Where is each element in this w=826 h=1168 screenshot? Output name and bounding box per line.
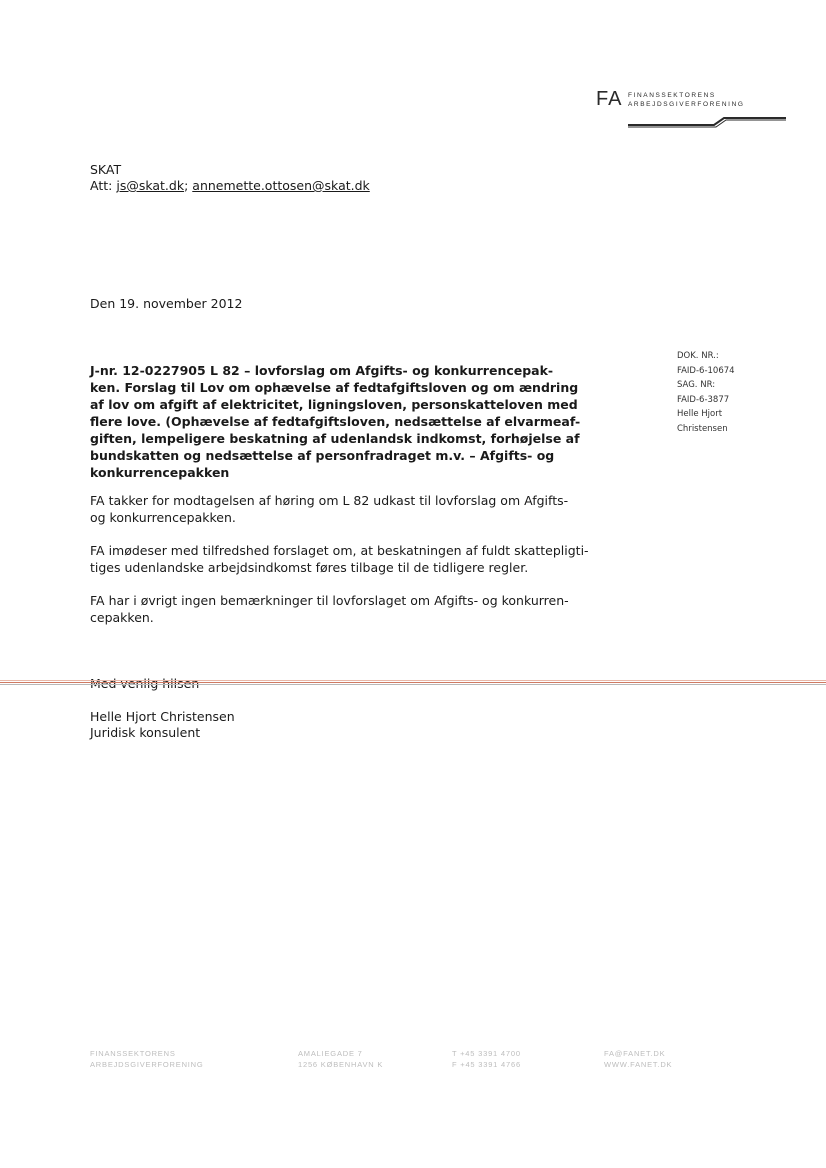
- doc-number-value: FAID-6-10674: [677, 365, 735, 376]
- fa-logo: [596, 88, 786, 130]
- signer-name: Helle Hjort Christensen: [90, 709, 235, 724]
- email-link-js[interactable]: js@skat.dk: [116, 178, 185, 193]
- logo-abbreviation: FA: [596, 88, 623, 110]
- body-paragraph-2: [90, 542, 650, 576]
- signature-block: [90, 709, 235, 741]
- subject-line: flere love. (Ophævelse af fedtafgiftsloven, nedsættelse af elvarmeaf-: [90, 414, 581, 429]
- reference-block: [677, 349, 735, 436]
- logo-text-line2: ARBEJDSGIVERFORENING: [628, 101, 745, 108]
- subject-line: ken. Forslag til Lov om ophævelse af fedtafgiftsloven og om ændring: [90, 380, 579, 395]
- subject-line: J-nr. 12-0227905 L 82 – lovforslag om Afgifts- og konkurrencepak-: [90, 363, 554, 378]
- footer-phone-line2: F +45 3391 4766: [452, 1060, 521, 1069]
- footer-address: [298, 1048, 383, 1070]
- subject-line: giften, lempeligere beskatning af udenlandsk indkomst, forhøjelse af: [90, 431, 580, 446]
- paragraph-line: cepakken.: [90, 610, 154, 625]
- footer-email[interactable]: FA@FANET.DK: [604, 1049, 666, 1058]
- footer-phone-line1: T +45 3391 4700: [452, 1049, 521, 1058]
- case-handler-line1: Helle Hjort: [677, 409, 723, 419]
- subject-heading: [90, 362, 652, 481]
- case-handler-line2: Christensen: [677, 423, 728, 434]
- addressee-attention: [90, 178, 370, 194]
- letter-date: Den 19. november 2012: [90, 296, 243, 311]
- subject-line: bundskatten og nedsættelse af personfradraget m.v. – Afgifts- og: [90, 448, 555, 463]
- attention-prefix: Att:: [90, 178, 113, 193]
- footer-org-line1: FINANSSEKTORENS: [90, 1049, 176, 1058]
- addressee-block: [90, 162, 370, 194]
- paragraph-line: og konkurrencepakken.: [90, 510, 236, 525]
- paragraph-line: FA imødeser med tilfredshed forslaget om, at beskatningen af fuldt skattepligti-: [90, 543, 589, 558]
- body-paragraph-3: [90, 592, 650, 626]
- paragraph-line: FA har i øvrigt ingen bemærkninger til lovforslaget om Afgifts- og konkurren-: [90, 593, 569, 608]
- footer-organization: [90, 1048, 204, 1070]
- paragraph-line: tiges udenlandske arbejdsindkomst føres tilbage til de tidligere regler.: [90, 560, 529, 575]
- footer-address-line1: AMALIEGADE 7: [298, 1049, 363, 1058]
- footer-phone: [452, 1048, 521, 1070]
- subject-line: konkurrencepakken: [90, 465, 230, 480]
- paragraph-line: FA takker for modtagelsen af høring om L 82 udkast til lovforslag om Afgifts-: [90, 493, 569, 508]
- email-link-annemette[interactable]: annemette.ottosen@skat.dk: [192, 178, 370, 193]
- fold-line-divider: [0, 680, 826, 686]
- doc-number-label: DOK. NR.:: [677, 351, 719, 361]
- footer-web: [604, 1048, 672, 1070]
- logo-swoosh-graphic: [596, 114, 786, 130]
- subject-line: af lov om afgift af elektricitet, ligningsloven, personskatteloven med: [90, 397, 578, 412]
- case-number-value: FAID-6-3877: [677, 394, 730, 405]
- body-paragraph-1: [90, 492, 650, 526]
- signer-title: Juridisk konsulent: [90, 725, 201, 740]
- addressee-name: SKAT: [90, 162, 122, 177]
- footer-address-line2: 1256 KØBENHAVN K: [298, 1060, 384, 1069]
- footer-org-line2: ARBEJDSGIVERFORENING: [90, 1060, 204, 1069]
- case-number-label: SAG. NR:: [677, 380, 716, 390]
- footer-website[interactable]: WWW.FANET.DK: [604, 1060, 673, 1069]
- email-separator: ;: [184, 178, 189, 193]
- logo-text-line1: FINANSSEKTORENS: [628, 92, 716, 99]
